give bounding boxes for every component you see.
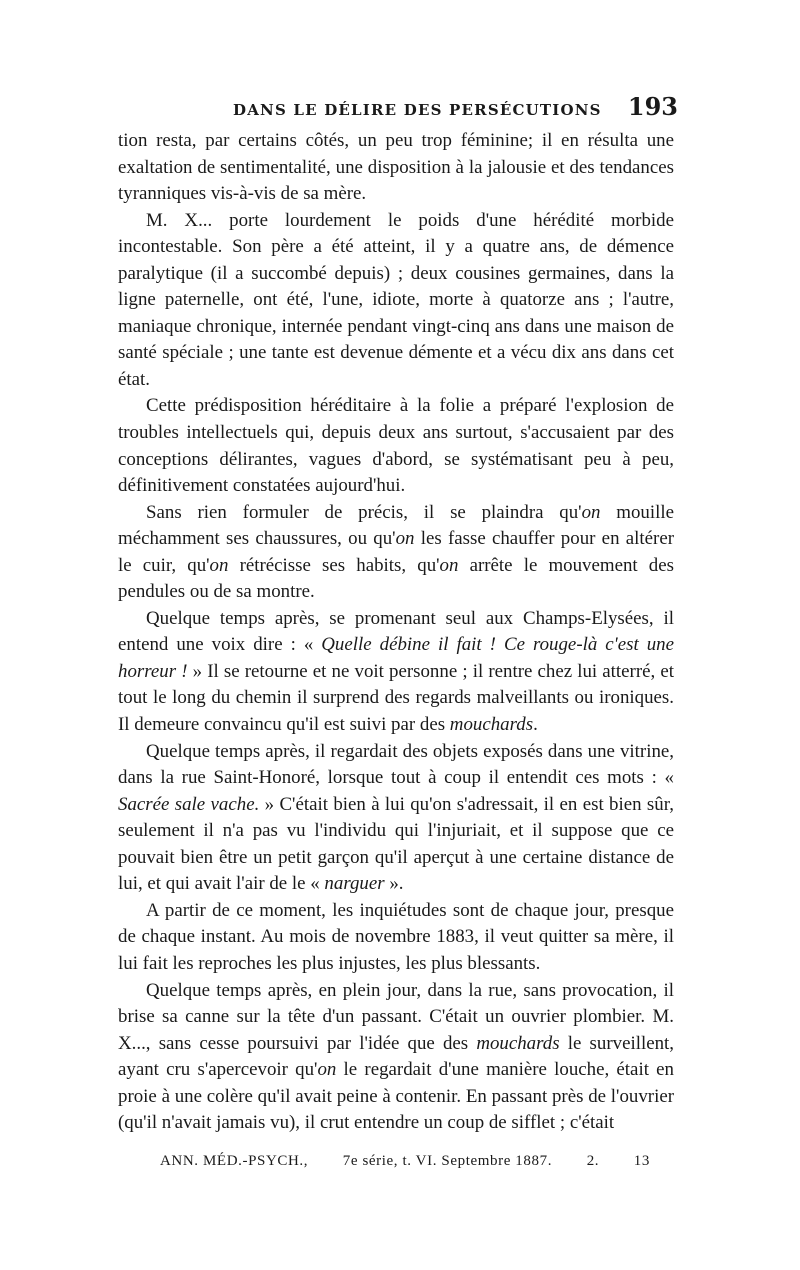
- paragraph: [118, 500, 674, 606]
- text-run: A partir de ce moment, les inquiétudes sont de chaque jour, presque de chaque instant. Au mois de novembre 1883, il veut quitter sa mère, il lui fait les reproches les plus injustes, les plus blessants.: [118, 899, 674, 974]
- italic-text: Quelle débine il fait ! Ce rouge-là c'est une horreur !: [118, 634, 674, 682]
- text-run: » C'était bien à lui qu'on s'adressait, il en est bien sûr, seulement il n'a pas vu l'individu qui l'injuriait, et il suppose que ce pouvait bien être un petit garçon qu'il aperçut à une certaine distance de lui, et qui avait l'air de le «: [118, 793, 674, 895]
- italic-text: mouchards: [476, 1032, 560, 1054]
- paragraph: [118, 128, 674, 208]
- text-run: le surveillent, ayant cru s'apercevoir qu': [118, 1032, 675, 1081]
- paragraph: [118, 978, 674, 1137]
- italic-text: narguer: [324, 873, 385, 895]
- italic-text: on: [395, 528, 415, 550]
- footer-sheet: 13: [633, 1153, 650, 1169]
- page-footer: [160, 1153, 650, 1170]
- text-run: tion resta, par certains côtés, un peu trop féminine; il en résulta une exaltation de sentimentalité, une disposition à la jalousie et des tendances tyranniques vis-à-vis de sa mère.: [118, 130, 674, 205]
- italic-text: on: [581, 501, 601, 523]
- text-run: » Il se retourne et ne voit personne ; il rentre chez lui atterré, et tout le long du chemin il surprend des regards malveillants ou ironiques. Il demeure convaincu qu'il est suivi par des: [118, 660, 674, 736]
- italic-text: Sacrée sale vache.: [118, 793, 260, 815]
- italic-text: on: [439, 554, 459, 576]
- paragraph: [118, 208, 674, 394]
- text-run: Quelque temps après, en plein jour, dans la rue, sans provocation, il brise sa canne sur la tête d'un passant. C'était un ouvrier plombier. M. X..., sans cesse poursuivi par l'idée que des: [118, 979, 674, 1054]
- text-run: Sans rien formuler de précis, il se plaindra qu': [146, 501, 582, 523]
- running-head: [118, 92, 678, 121]
- paragraph: [118, 606, 674, 739]
- footer-signature: 2.: [586, 1153, 600, 1169]
- text-run: le regardait d'une manière louche, était en proie à une colère qu'il avait peine à contenir. En passant près de l'ouvrier (qu'il n'avait jamais vu), il crut entendre un coup de sifflet ; c'était: [118, 1059, 674, 1134]
- text-run: .: [533, 714, 538, 736]
- text-run: les fasse chauffer pour en altérer le cuir, qu': [118, 528, 674, 576]
- page-number: 193: [627, 92, 678, 121]
- italic-text: on: [317, 1059, 337, 1081]
- text-run: mouille méchamment ses chaussures, ou qu': [118, 501, 674, 550]
- text-run: Quelque temps après, se promenant seul aux Champs-Elysées, il entend une voix dire : «: [118, 607, 674, 656]
- text-run: rétrécisse ses habits, qu': [228, 554, 440, 576]
- paragraph: [118, 393, 674, 499]
- footer-journal: ANN. MÉD.-PSYCH.,: [160, 1153, 309, 1169]
- running-title: DANS LE DÉLIRE DES PERSÉCUTIONS: [233, 101, 602, 119]
- text-run: arrête le mouvement des pendules ou de sa montre.: [118, 554, 674, 603]
- footer-series: 7e série, t. VI. Septembre 1887.: [342, 1153, 553, 1169]
- text-run: Quelque temps après, il regardait des objets exposés dans une vitrine, dans la rue Saint-Honoré, lorsque tout à coup il entendit ces mots : «: [118, 740, 674, 789]
- body-text: [118, 128, 674, 1137]
- italic-text: on: [209, 554, 229, 576]
- paragraph: [118, 898, 674, 978]
- italic-text: mouchards: [449, 714, 534, 736]
- text-run: ».: [384, 873, 404, 895]
- text-run: M. X... porte lourdement le poids d'une hérédité morbide incontestable. Son père a été atteint, il y a quatre ans, de démence paralytique (il a succombé depuis) ; deux cousines germaines, dans la ligne paternelle, ont été, l'une, idiote, morte à quatorze ans ; l'autre, maniaque chronique, internée pendant vingt-cinq ans dans une maison de santé spéciale ; une tante est devenue démente et a vécu dix ans dans cet état.: [118, 209, 674, 390]
- text-run: Cette prédisposition héréditaire à la folie a préparé l'explosion de troubles intellectuels qui, depuis deux ans surtout, s'accusaient par des conceptions délirantes, vagues d'abord, se systématisant peu à peu, définitivement constatées aujourd'hui.: [118, 395, 674, 497]
- paragraph: [118, 739, 674, 898]
